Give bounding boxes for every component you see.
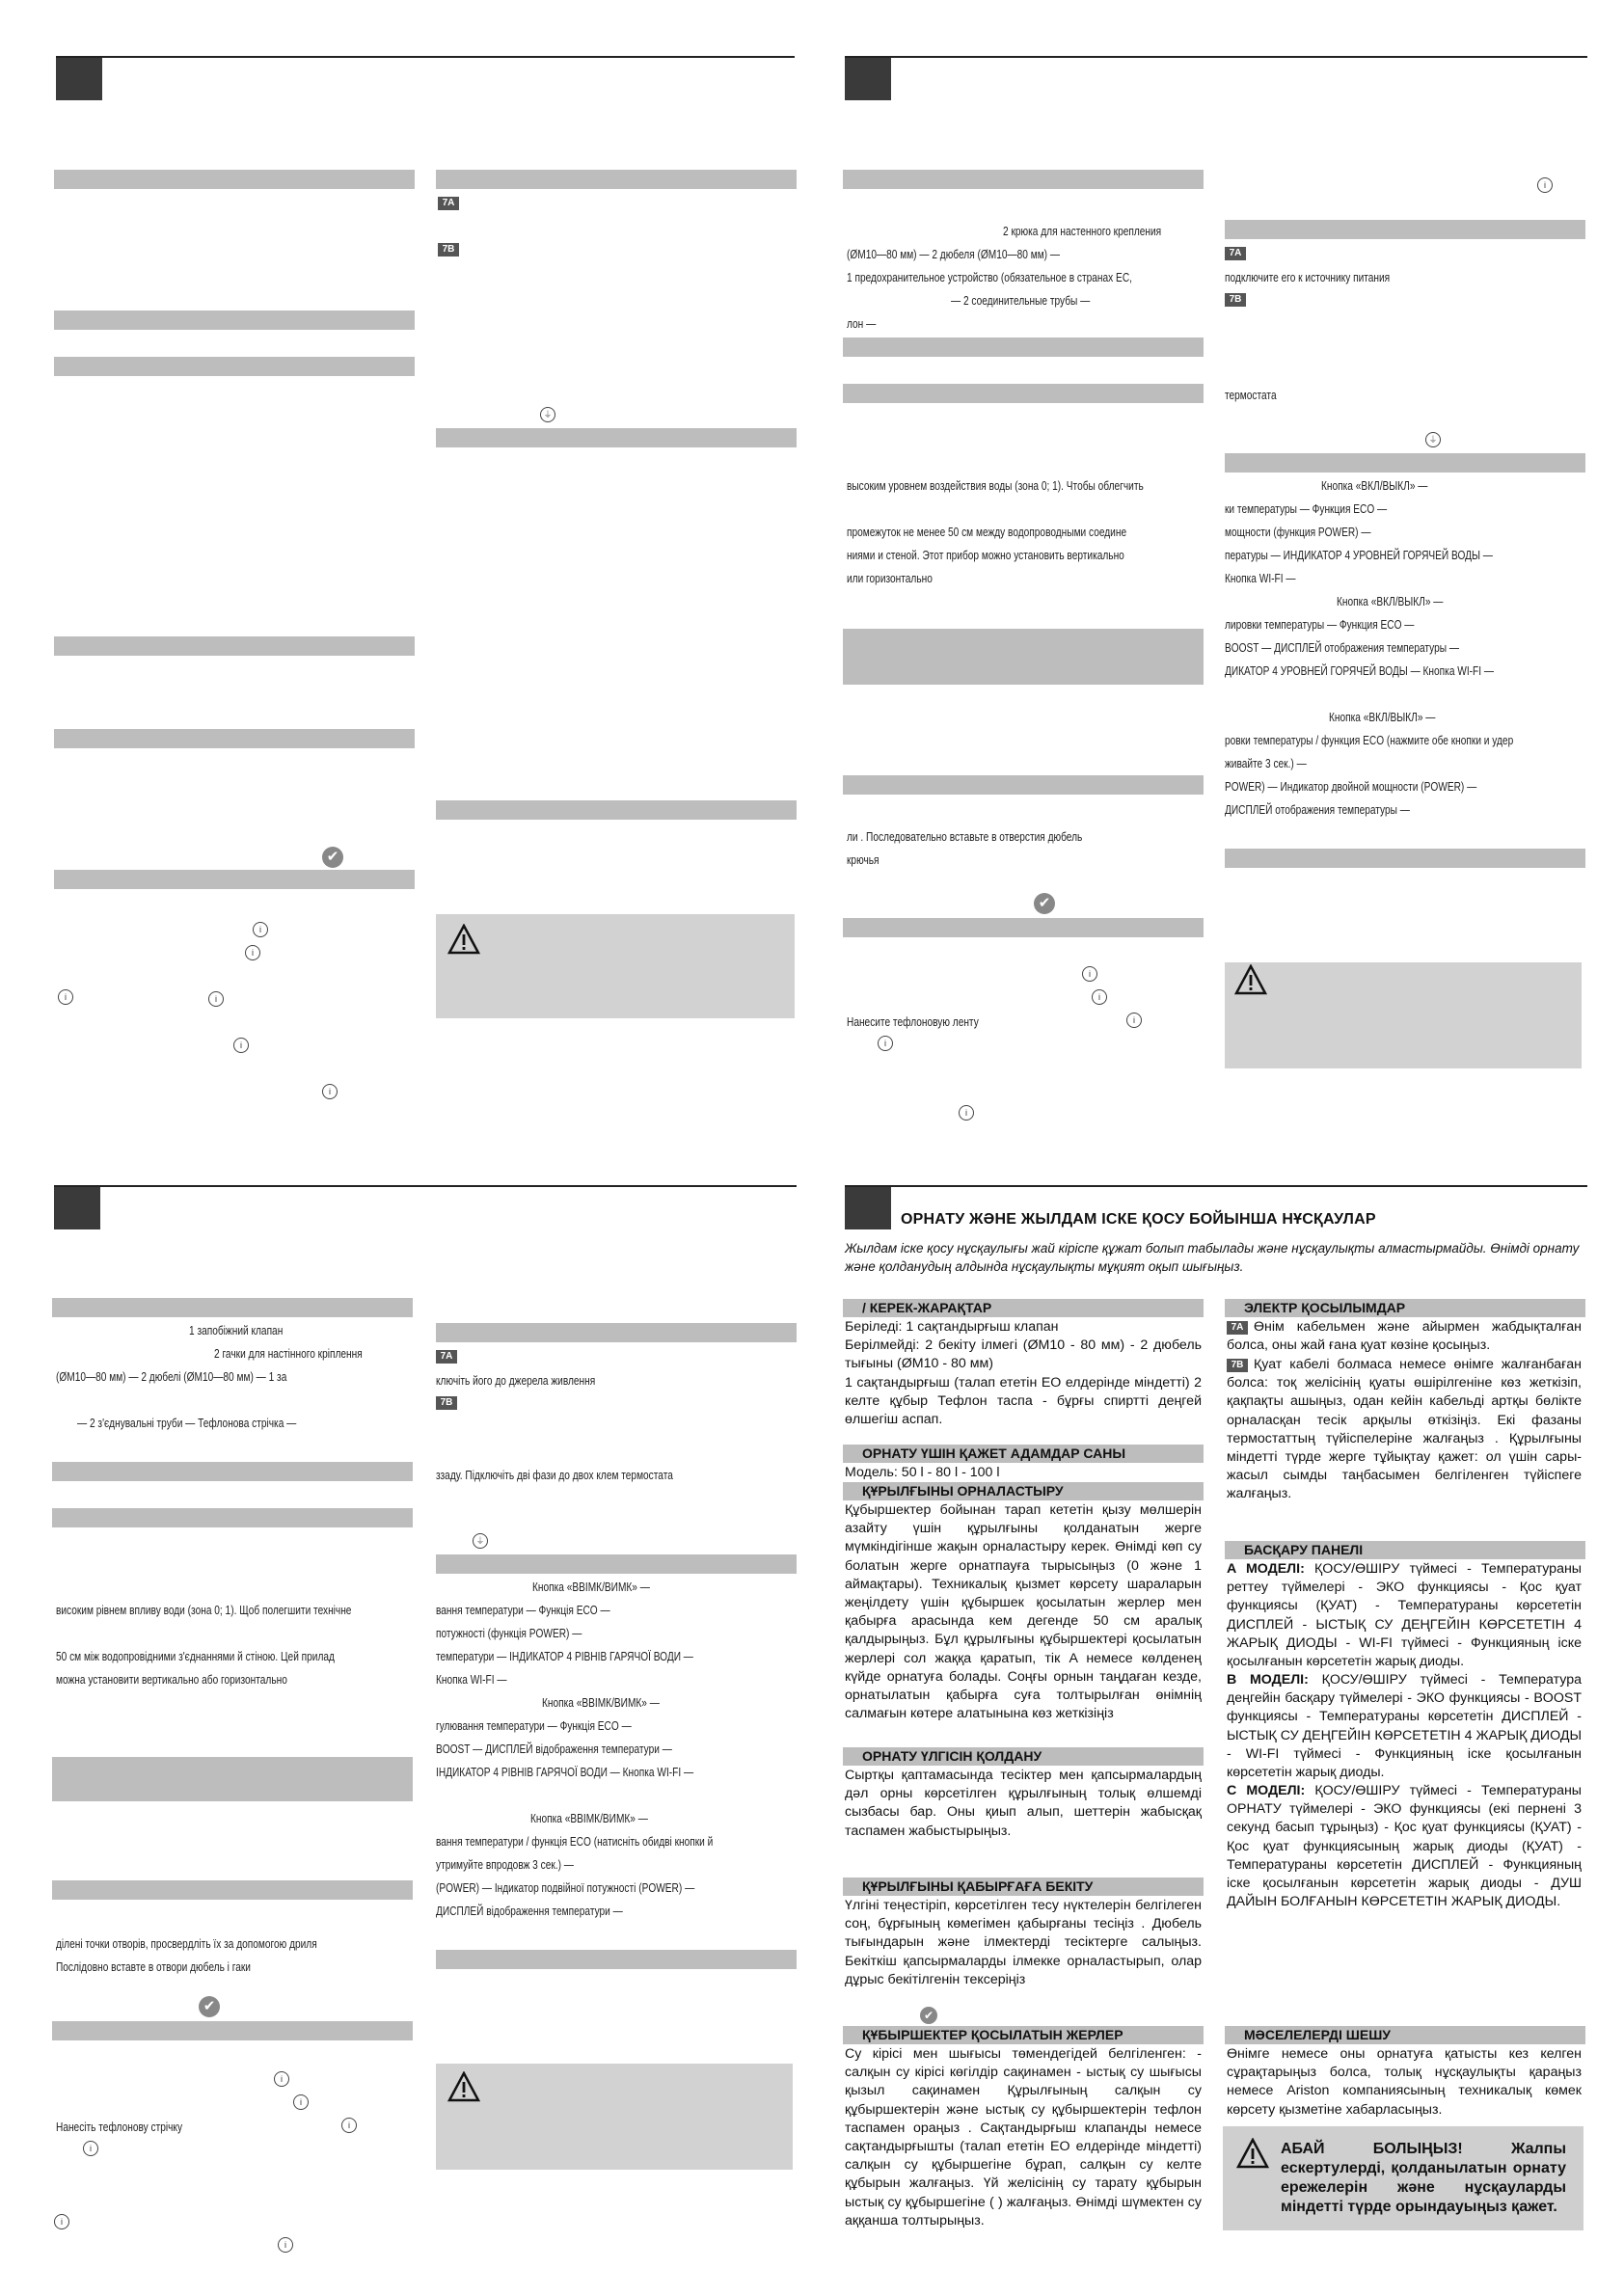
ua-control-line: температури — ІНДИКАТОР 4 РІВНІВ ГАРЯЧОЇ ВОДИ — <box>436 1649 693 1663</box>
ua-control-line: утримуйте впродовж 3 сек.) — <box>436 1857 574 1872</box>
ru-control-line: Кнопка «ВКЛ/ВЫКЛ» — <box>1321 478 1428 493</box>
ru-control-line: пературы — ИНДИКАТОР 4 УРОВНЕЙ ГОРЯЧЕЙ ВОДЫ — <box>1225 548 1493 562</box>
elec-7b-text: Қуат кабелі болмаса немесе өнімге жалғанбаған болса: тоқ желісінің қуаты өшірілгеніне көз жеткізіп, қақпақты ашыңыз, одан кейін кабельді артқы бөлікте орналасқан тесік арқылы өткізіңіз. Екі фазаны термостаттың түйіспелеріне жалғаңыз . Құрылғыны міндетті түрде жерге тұйықтау қажет: ол үшін сары-жасыл сымды таңбасымен белгіленген түйіспеге жалғаңыз. <box>1227 1357 1582 1502</box>
ua-text-line: 50 см між водопровідними з'єднаннями й стіною. Цей прилад <box>56 1649 335 1663</box>
template-text: Сыртқы қаптамасында тесіктер мен қапсырмалардың дәл орны көрсетілген құрылғының толық өлшемді сызбасы бар. Оны қиып алып, шеттерін жабысқақ таспамен жабыстырыңыз. <box>845 1768 1202 1839</box>
info-icon: i <box>322 1084 338 1099</box>
ua-control-line: вання температури / функція ECO (натисніть обидві кнопки й <box>436 1834 714 1849</box>
ua-text-line: можна установити вертикально або горизонтально <box>56 1672 287 1687</box>
section-heading-tools: / КЕРЕК-ЖАРАҚТАР <box>843 1299 1204 1317</box>
ua-control-line: Кнопка «ВВІМК/ВИМК» — <box>532 1580 650 1594</box>
ru-text-line: — 2 соединительные трубы — <box>951 293 1091 308</box>
ground-icon: ⏚ <box>473 1533 488 1549</box>
section-bar <box>843 170 1204 189</box>
figure-tag-7b: 7B <box>1225 293 1246 307</box>
model-c-text <box>1227 1782 1582 1911</box>
section-bar <box>436 1554 797 1574</box>
check-icon: ✔ <box>1034 893 1055 914</box>
model-b-text <box>1227 1671 1582 1782</box>
ru-control-line: мощности (функция POWER) — <box>1225 525 1371 539</box>
section-heading-template: ОРНАТУ ҮЛГІСІН ҚОЛДАНУ <box>843 1747 1204 1766</box>
section-heading-troubleshooting: МӘСЕЛЕЛЕРДІ ШЕШУ <box>1225 2026 1585 2044</box>
ru-control-line: BOOST — ДИСПЛЕЙ отображения температуры — <box>1225 640 1459 655</box>
warning-box <box>436 2064 793 2170</box>
warning-icon <box>447 2071 480 2102</box>
info-icon: i <box>54 2214 69 2229</box>
info-icon: i <box>1082 966 1097 982</box>
page-marker-top-left <box>56 56 102 100</box>
tools-text <box>845 1318 1202 1429</box>
ground-icon: ⏚ <box>1425 432 1441 447</box>
section-bar <box>436 800 797 820</box>
ru-control-line: Кнопка WI-FI — <box>1225 571 1296 585</box>
section-bar <box>52 1757 413 1801</box>
model-b-label: B МОДЕЛІ: <box>1227 1672 1309 1688</box>
ru-text-line: Нанесите тефлоновую ленту <box>847 1014 979 1029</box>
section-bar <box>54 311 415 330</box>
warning-text: АБАЙ БОЛЫҢЫЗ! Жалпы ескертулерді, қолданылатын орнату ережелерін және нұсқауларды міндетті түрде орындауыңыз қажет. <box>1281 2141 1566 2215</box>
ru-control-line: POWER) — Индикатор двойной мощности (POWER) — <box>1225 779 1477 794</box>
info-icon: i <box>245 945 260 960</box>
model-a-label: A МОДЕЛІ: <box>1227 1561 1305 1577</box>
warning-box <box>1225 962 1582 1068</box>
info-icon: i <box>878 1036 893 1051</box>
info-icon: i <box>959 1105 974 1121</box>
warning-icon <box>447 924 480 955</box>
page-marker-bottom-left <box>54 1185 100 1229</box>
info-icon: i <box>293 2094 309 2110</box>
ua-text-line: Нанесіть тефлонову стрічку <box>56 2120 183 2134</box>
section-bar <box>436 170 797 189</box>
section-heading-electrical: ЭЛЕКТР ҚОСЫЛЫМДАР <box>1225 1299 1585 1317</box>
ua-text-line: 1 запобіжний клапан <box>189 1323 284 1337</box>
figure-tag-7a: 7A <box>1225 247 1246 260</box>
check-icon: ✔ <box>920 2007 937 2024</box>
ru-text-line: подключите его к источнику питания <box>1225 270 1391 284</box>
section-bar <box>52 1508 413 1527</box>
trouble-text: Өнімге немесе оны орнатуға қатысты кез келген сұрақтарыңыз болса, толық нұсқаулықты қараңыз немесе Ariston компаниясының техникалық көмек көрсету қызметіне хабарласыңыз. <box>1227 2046 1582 2118</box>
ru-control-line: ДИКАТОР 4 УРОВНЕЙ ГОРЯЧЕЙ ВОДЫ — Кнопка WI-FI — <box>1225 663 1495 678</box>
ua-text-line: високим рівнем впливу води (зона 0; 1). Щоб полегшити технічне <box>56 1603 352 1617</box>
wall-text: Үлгіні теңестіріп, көрсетілген тесу нүктелерін белгілеген соң, бұрғының көмегімен қабырғаны тесіңіз . Дюбель тығындарын және ілмектерді тесіктерге салыңыз. Бекіткіш қапсырмаларды ілмекке орналастырып, олар дұрыс бекітілгенін тексеріңіз <box>845 1898 1202 1987</box>
check-icon: ✔ <box>322 847 343 868</box>
ua-control-line: потужності (функція POWER) — <box>436 1626 582 1640</box>
info-icon: i <box>274 2071 289 2087</box>
ru-text-line: лон — <box>847 316 877 331</box>
ru-text-line: (ØМ10—80 мм) — 2 дюбеля (ØМ10—80 мм) — <box>847 247 1061 261</box>
info-icon: i <box>233 1038 249 1053</box>
section-bar <box>1225 849 1585 868</box>
section-bar <box>843 775 1204 795</box>
figure-tag-7a: 7A <box>438 197 459 210</box>
section-bar <box>52 1298 413 1317</box>
ru-control-line: живайте 3 сек.) — <box>1225 756 1307 770</box>
ua-control-line: гулювання температури — Функція ECO — <box>436 1718 632 1733</box>
place-text: Құбыршектер бойынан тарап кететін қызу мөлшерін азайту үшін құрылғыны қолданатын жерге мүмкіндігінше жақын орналастыру керек. Өнімді көп су болатын жерге орнатпауға тырысыңыз (0 және 1 аймақтары). Техникалық қызмет көрсету шараларын жеңілдету үшін құбыршек қосылатын жерлер мен қабырға арасында кем дегенде 50 см аралық қалдырыңыз. Бұл құрылғыны құбыршектері қосылатын жерлері сол жаққа қаратып, тік A немесе көлденең күйде орнатуға болады. Соңғы орнын таңдаған кезде, орнатылатын қабырға суға толтырылған өнімнің салмағын көтере алатынына көз жеткізіңіз <box>845 1502 1202 1722</box>
info-icon: i <box>253 922 268 937</box>
ua-control-line: Кнопка WI-FI — <box>436 1672 507 1687</box>
info-icon: i <box>341 2118 357 2133</box>
ru-control-line: Кнопка «ВКЛ/ВЫКЛ» — <box>1337 594 1444 608</box>
ua-text-line: — 2 з'єднувальні труби — Тефлонова стрічка — <box>77 1416 297 1430</box>
info-icon: i <box>58 989 73 1005</box>
section-heading-pipes: ҚҰБЫРШЕКТЕР ҚОСЫЛАТЫН ЖЕРЛЕР <box>843 2026 1204 2044</box>
ru-text-line: ниями и стеной. Этот прибор можно установить вертикально <box>847 548 1124 562</box>
section-bar <box>843 918 1204 937</box>
ru-text-line: 1 предохранительное устройство (обязательное в странах ЕС, <box>847 270 1132 284</box>
ua-control-line: (POWER) — Індикатор подвійної потужності (POWER) — <box>436 1880 695 1895</box>
figure-tag-7b: 7B <box>436 1396 457 1410</box>
warning-icon <box>1236 2138 1269 2169</box>
ru-text-line: термостата <box>1225 388 1277 402</box>
warning-icon <box>1234 964 1267 995</box>
pipes-text: Су кірісі мен шығысы төмендегідей белгіленген: - салқын су кірісі көгілдір сақинамен - ыстық су шығысы қызыл сақинамен Құрылғының салқын су құбыршектерін және ыстық су құбыршектерін тефлон таспамен ораңыз . Сақтандырғыш клапанды немесе сақтандырғышты (талап ететін ЕО елдерінде міндетті) салқын су құбыршегіне бұрап, салқын су келте құбырын жалғаңыз. Үй желісінің су тарату құбырын ыстық су құбыршегіне ( ) жалғаңыз. Өнімді шүмектен су аққанша толтырыңыз. <box>845 2046 1202 2228</box>
tools-line: Берiледi: 1 сақтандырғыш клапан <box>845 1319 1059 1335</box>
header-rule-top-right <box>845 56 1587 58</box>
section-bar <box>54 357 415 376</box>
section-bar <box>54 870 415 889</box>
header-rule-top-left <box>56 56 795 58</box>
page-title: ОРНАТУ ЖӘНЕ ЖЫЛДАМ ІСКЕ ҚОСУ БОЙЫНША НҰСҚАУЛАР <box>901 1211 1376 1228</box>
ru-text-line: или горизонтально <box>847 571 933 585</box>
page-marker-bottom-right <box>845 1185 891 1229</box>
ua-control-line: вання температури — Функція ECO — <box>436 1603 610 1617</box>
section-bar <box>52 1880 413 1900</box>
ru-text-line: ли . Последовательно вставьте в отверстия дюбель <box>847 829 1083 844</box>
ground-icon: ⏚ <box>540 407 555 422</box>
section-bar <box>1225 220 1585 239</box>
ua-text-line: ключіть його до джерела живлення <box>436 1373 596 1388</box>
figure-tag-7a: 7A <box>436 1350 457 1364</box>
section-heading-wall: ҚҰРЫЛҒЫНЫ ҚАБЫРҒАҒА БЕКІТУ <box>843 1877 1204 1896</box>
warning-box <box>1223 2126 1583 2230</box>
section-heading-panel: БАСҚАРУ ПАНЕЛІ <box>1225 1541 1585 1559</box>
section-bar <box>52 2021 413 2040</box>
intro-text: Жылдам іске қосу нұсқаулығы жай кіріспе құжат болып табылады және нұсқаулықты алмастырмайды. Өнімді орнату және қолданудың алдында нұсқаулықты мұқият оқып шығыңыз. <box>845 1241 1580 1274</box>
section-bar <box>54 170 415 189</box>
section-bar <box>843 629 1204 685</box>
header-rule-bottom-right <box>845 1185 1587 1187</box>
ua-text-line: ділені точки отворів, просвердліть їх за допомогою дриля <box>56 1936 317 1951</box>
info-icon: i <box>1092 989 1107 1005</box>
section-heading-place: ҚҰРЫЛҒЫНЫ ОРНАЛАСТЫРУ <box>843 1482 1204 1500</box>
info-icon: i <box>208 991 224 1007</box>
ua-control-line: ІНДИКАТОР 4 РІВНІВ ГАРЯЧОЇ ВОДИ — Кнопка WI-FI — <box>436 1765 694 1779</box>
ua-text-line: ззаду. Підключіть дві фази до двох клем термостата <box>436 1468 673 1482</box>
figure-tag-7b: 7B <box>1227 1359 1248 1372</box>
ua-control-line: ДИСПЛЕЙ відображення температури — <box>436 1904 623 1918</box>
ru-control-line: ровки температуры / функция ECO (нажмите обе кнопки и удер <box>1225 733 1514 747</box>
ua-text-line: 2 гачки для настінного кріплення <box>214 1346 363 1361</box>
section-bar <box>843 384 1204 403</box>
ua-control-line: BOOST — ДИСПЛЕЙ відображення температури — <box>436 1742 672 1756</box>
info-icon: i <box>83 2141 98 2156</box>
ru-control-line: лировки температуры — Функция ECO — <box>1225 617 1415 632</box>
ru-text-line: крючья <box>847 852 880 867</box>
model-c-label: C МОДЕЛІ: <box>1227 1783 1306 1798</box>
info-icon: i <box>278 2237 293 2253</box>
info-icon: i <box>1537 177 1553 193</box>
warning-box <box>436 914 795 1018</box>
model-b-desc: ҚОСУ/ӨШІРУ түймесі - Температура деңгейін басқару түймелері - ЭКО функциясы - BOOST функциясы - Температураны көрсететін ДИСПЛЕЙ - ЫСТЫҚ СУ ДЕҢГЕЙІН КӨРСЕТЕТІН 4 ЖАРЫҚ ДИОДЫ - WI-FI түймесі - Функцияның іске қосылғанын көрсететін жарық диоды. <box>1227 1672 1582 1781</box>
section-heading-people: ОРНАТУ ҮШІН ҚАЖЕТ АДАМДАР САНЫ <box>843 1445 1204 1463</box>
model-c-desc: ҚОСУ/ӨШІРУ түймесі - Температураны ОРНАТУ түймелері - ЭКО функциясы (екі пернені 3 секунд басып тұрыңыз) - Қос қуат функциясы (ҚУАТ) - Қос қуат функциясының жарық диоды (ҚУАТ) - Температураны көрсететін ДИСПЛЕЙ - Функцияның іске қосылғанын көрсететін жарық диоды - ДУШ ДАЙЫН БОЛҒАНЫН КӨРСЕТЕТІН ЖАРЫҚ ДИОДЫ. <box>1227 1783 1582 1910</box>
figure-tag-7a: 7A <box>1227 1321 1248 1335</box>
ua-control-line: Кнопка «ВВІМК/ВИМК» — <box>542 1695 660 1710</box>
people-text: Модель: 50 l - 80 l - 100 l <box>845 1465 1000 1480</box>
ru-control-line: ДИСПЛЕЙ отображения температуры — <box>1225 802 1410 817</box>
ru-text-line: высоким уровнем воздействия воды (зона 0; 1). Чтобы облегчить <box>847 478 1144 493</box>
section-bar <box>436 1950 797 1969</box>
model-a-text <box>1227 1560 1582 1671</box>
info-icon: i <box>1126 1013 1142 1028</box>
section-bar <box>54 636 415 656</box>
elec-7a-text: Өнім кабельмен және айырмен жабдықталған болса, оны жай ғана қуат көзіне қосыңыз. <box>1227 1319 1582 1354</box>
section-bar <box>52 1462 413 1481</box>
model-a-desc: ҚОСУ/ӨШІРУ түймесі - Температураны реттеу түймелері - ЭКО функциясы - Қос қуат функциясы (ҚУАТ) - Температураны көрсететін ДИСПЛЕЙ - ЫСТЫҚ СУ ДЕҢГЕЙІН КӨРСЕТЕТІН 4 ЖАРЫҚ ДИОДЫ - WI-FI түймесі - Функцияның іске қосылғанын көрсететін жарық диоды. <box>1227 1561 1582 1670</box>
tools-line: 1 сақтандырғыш (талап ететін ЕО елдерінде міндетті) 2 келте құбыр Тефлон таспа - бұрғы спиртті деңгей өлшегіш аспап. <box>845 1374 1202 1428</box>
ua-text-line: Послідовно вставте в отвори дюбель і гаки <box>56 1959 251 1974</box>
section-bar <box>436 1323 797 1342</box>
ua-text-line: (ØМ10—80 мм) — 2 дюбелі (ØМ10—80 мм) — 1 за <box>56 1369 287 1384</box>
ru-text-line: промежуток не менее 50 см между водопроводными соедине <box>847 525 1127 539</box>
page-marker-top-right <box>845 56 891 100</box>
ru-control-line: ки температуры — Функция ECO — <box>1225 501 1388 516</box>
figure-tag-7b: 7B <box>438 243 459 257</box>
tools-line: Берілмейді: 2 бекіту ілмегі (ØM10 - 80 мм) - 2 дюбель тығыны (ØM10 - 80 мм) <box>845 1337 1202 1372</box>
ru-text-line: 2 крюка для настенного крепления <box>1003 224 1162 238</box>
section-bar <box>436 428 797 447</box>
section-bar <box>843 338 1204 357</box>
ru-control-line: Кнопка «ВКЛ/ВЫКЛ» — <box>1329 710 1436 724</box>
header-rule-bottom-left <box>54 1185 797 1187</box>
check-icon: ✔ <box>199 1996 220 2017</box>
section-bar <box>54 729 415 748</box>
ua-control-line: Кнопка «ВВІМК/ВИМК» — <box>530 1811 648 1825</box>
section-bar <box>1225 453 1585 473</box>
